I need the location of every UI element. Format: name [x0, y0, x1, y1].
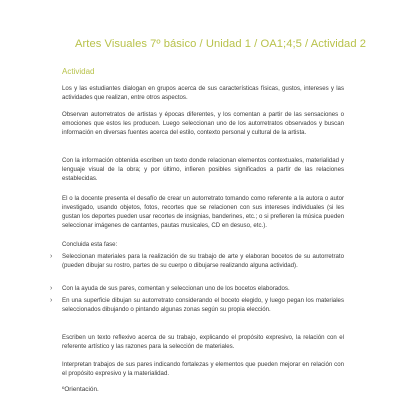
- paragraph-challenge: El o la docente presenta el desafío de crear un autorretrato tomando como referente a la autora o autor investigado, usando objetos, fotos, recortes que se relacionen con sus intereses individuales (si les gustan los deportes pueden usar recortes de insignias, banderines, etc.; o si prefieren la música pueden seleccionar imágenes de cantantes, pautas musicales, CD en desuso, etc.).: [62, 195, 344, 229]
- paragraph-reflection: Escriben un texto reflexivo acerca de su trabajo, explicando el propósito expresivo, la relación con el referente artístico y las razones para la selección de materiales.: [62, 334, 344, 350]
- chevron-right-icon: ›: [50, 285, 53, 292]
- list-item: Seleccionan materiales para la realización de su trabajo de arte y elaboran bocetos de su autorretrato (pueden dibujar su rostro, partes de su cuerpo o dibujarse realizando alguna actividad).: [62, 253, 344, 269]
- section-heading: Actividad: [62, 67, 95, 76]
- page-title: Artes Visuales 7º básico / Unidad 1 / OA1;4;5 / Actividad 2: [75, 38, 367, 50]
- orientation-note: ºOrientación.: [62, 386, 99, 393]
- list-item: Con la ayuda de sus pares, comentan y seleccionan uno de los bocetos elaborados.: [62, 285, 290, 292]
- paragraph-peer-review: Interpretan trabajos de sus pares indicando fortalezas y elementos que pueden mejorar en relación con el propósito expresivo y la materialidad.: [62, 361, 344, 377]
- paragraph-intro: Los y las estudiantes dialogan en grupos acerca de sus características físicas, gustos, intereses y las actividades que realizan, entre otros aspectos.: [62, 85, 344, 101]
- paragraph-conclusion-lead: Concluida esta fase:: [62, 241, 118, 248]
- paragraph-context: Con la información obtenida escriben un texto donde relacionan elementos contextuales, materialidad y lenguaje visual de la obra; y por último, infieren posibles significados a partir de las relaciones establecidas.: [62, 157, 344, 182]
- chevron-right-icon: ›: [50, 297, 53, 304]
- paragraph-observe: Observan autorretratos de artistas y épocas diferentes, y los comentan a partir de las sensaciones o emociones que estos les producen. Luego seleccionan uno de los autorretratos observados y buscan información en diversas fuentes acerca del estilo, contexto personal y cultural de la artista.: [62, 111, 344, 136]
- list-item: En una superficie dibujan su autorretrato considerando el boceto elegido, y luego pegan los materiales seleccionados dibujando o pintando algunas zonas según su propia elección.: [62, 297, 344, 313]
- chevron-right-icon: ›: [50, 253, 53, 260]
